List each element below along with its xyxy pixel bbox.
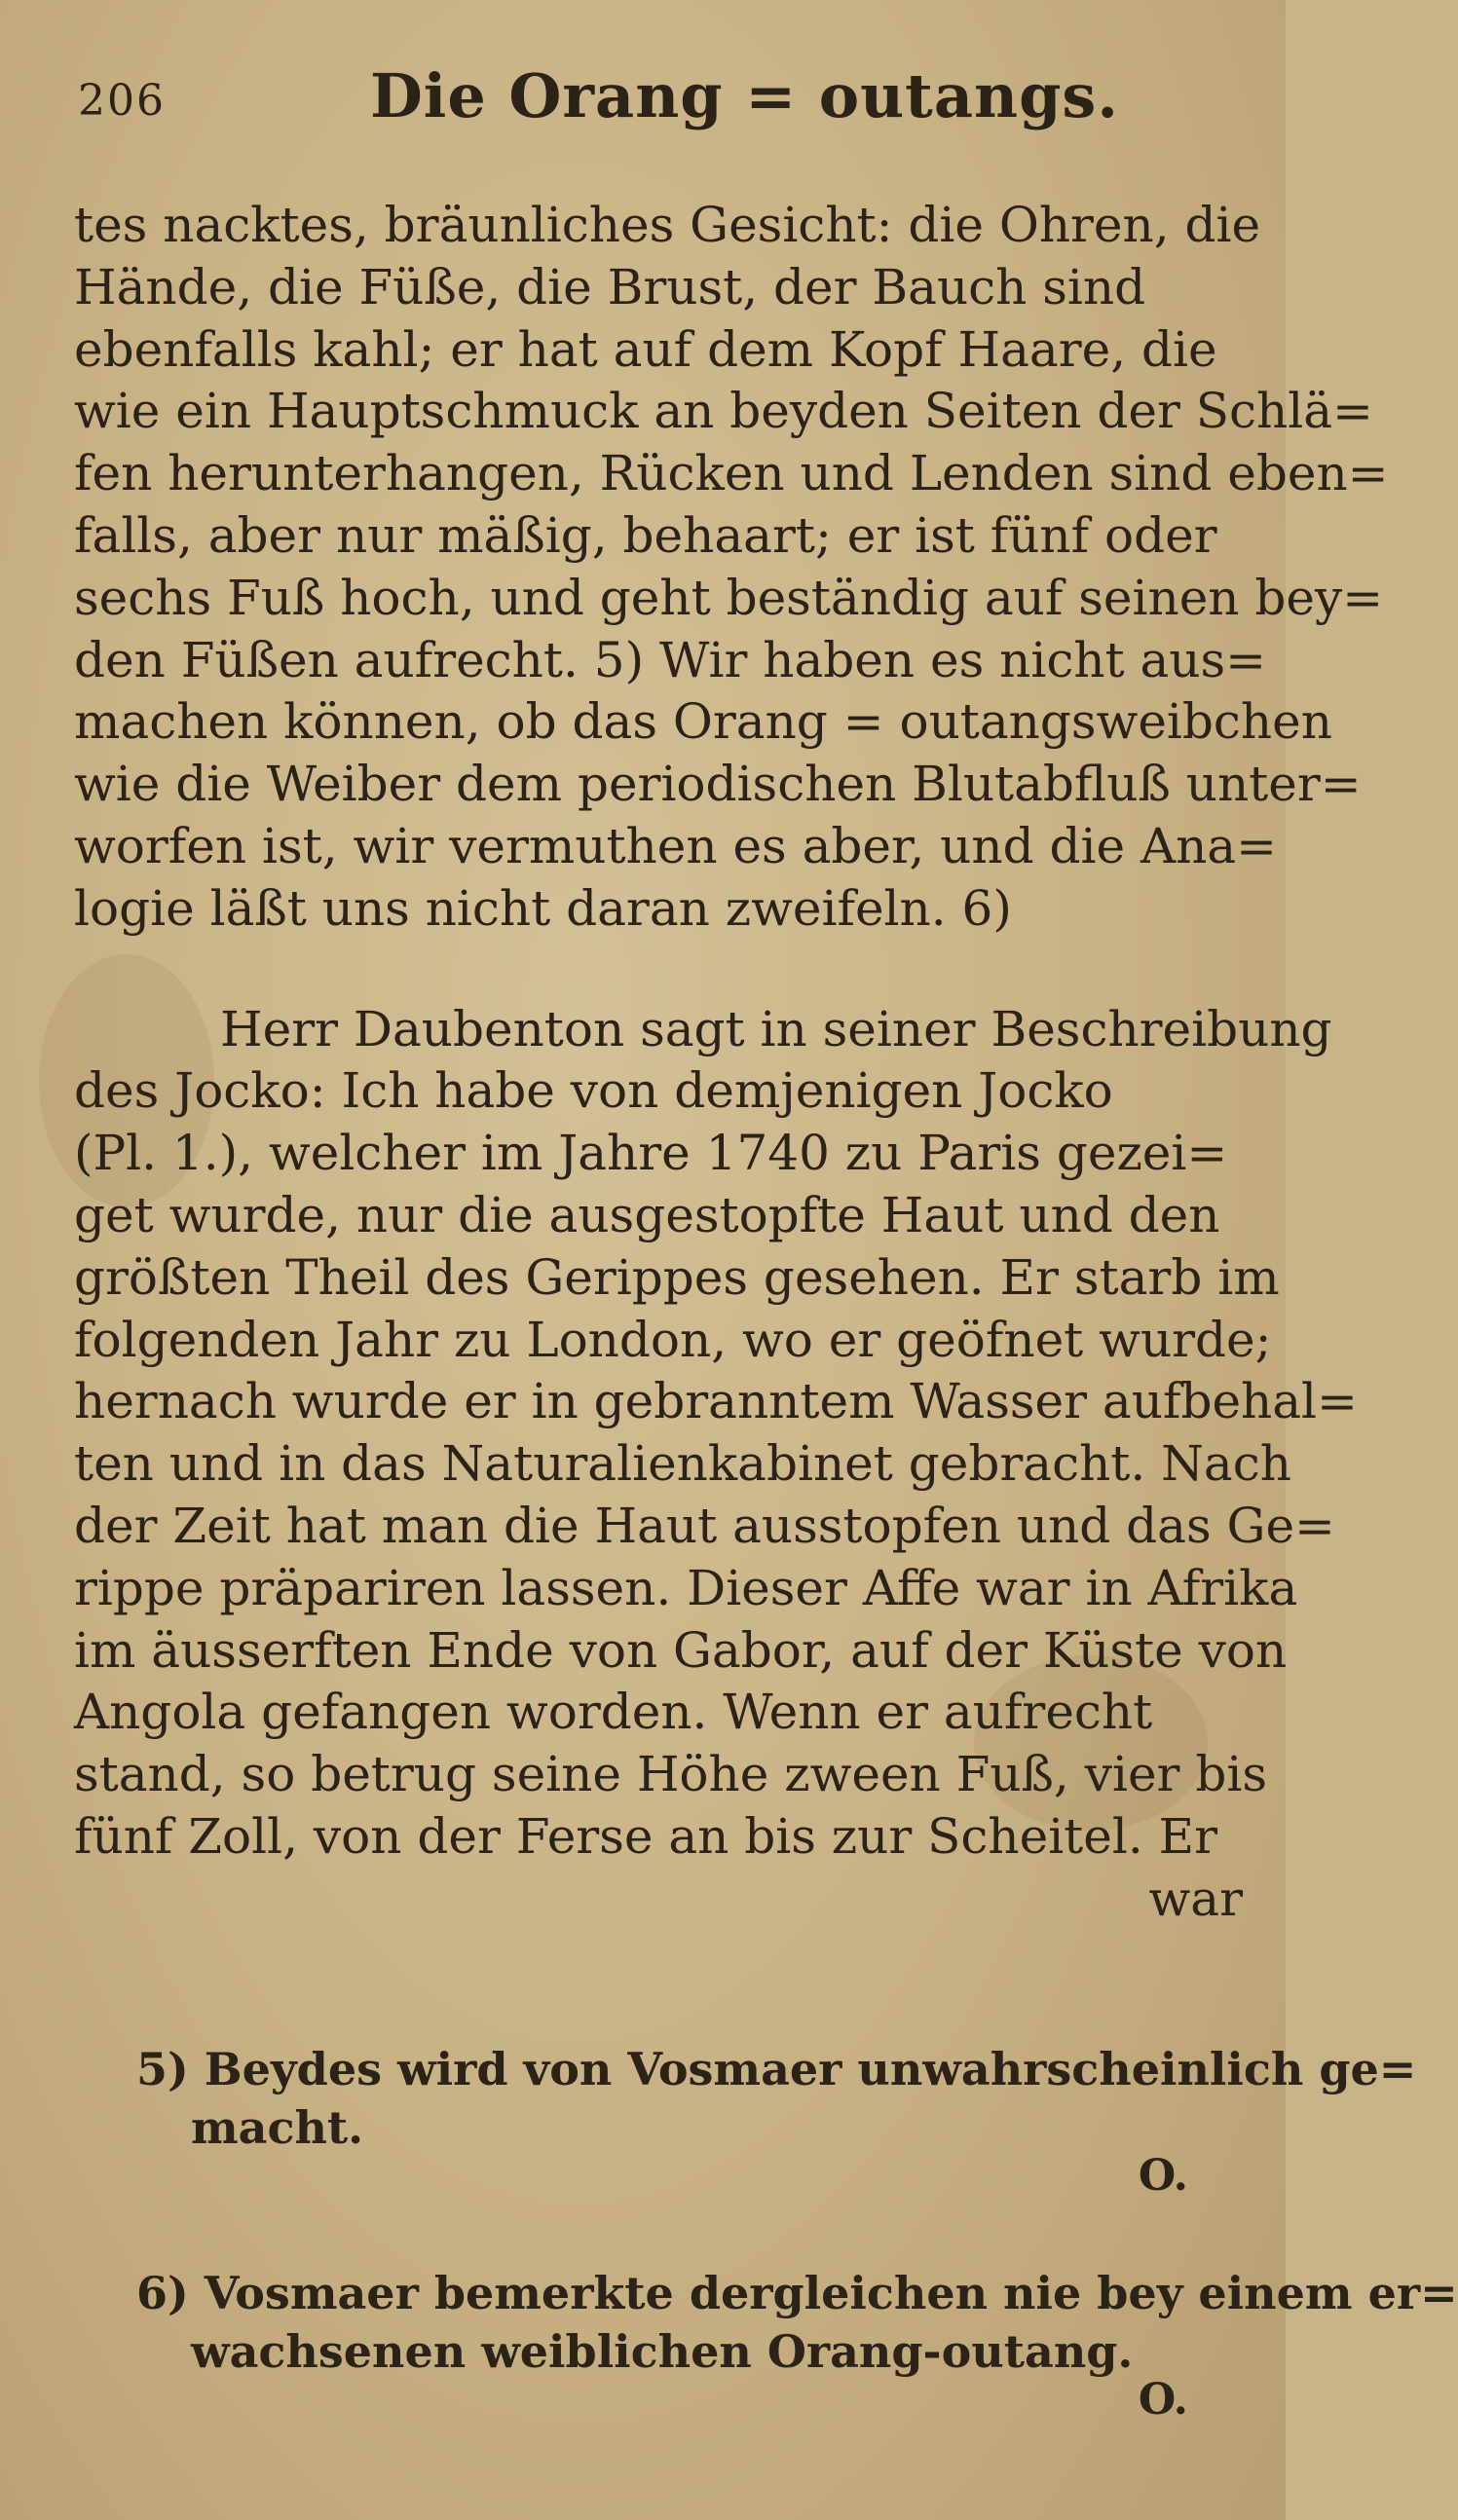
catchword: war xyxy=(1148,1870,1243,1927)
text-line: den Füßen aufrecht. 5) Wir haben es nicht aus= xyxy=(74,631,1267,688)
paragraph-1 xyxy=(74,195,1389,941)
footnote-line: 5) Beydes wird von Vosmaer unwahrscheinlich ge= xyxy=(136,2043,1417,2095)
text-line: ebenfalls kahl; er hat auf dem Kopf Haare, die xyxy=(74,320,1217,378)
text-line: des Jocko: Ich habe von demjenigen Jocko xyxy=(74,1062,1113,1120)
footnote-signature: O. xyxy=(1138,2151,1188,2201)
main-text xyxy=(74,195,1389,1931)
text-line: logie läßt uns nicht daran zweifeln. 6) xyxy=(74,879,1012,937)
text-line: folgenden Jahr zu London, wo er geöfnet wurde; xyxy=(74,1311,1272,1368)
page-header xyxy=(78,60,1227,148)
text-line: im äusserften Ende von Gabor, auf der Küste von xyxy=(74,1621,1288,1679)
text-line: ten und in das Naturalienkabinet gebracht. Nach xyxy=(74,1435,1291,1493)
text-line: tes nacktes, bräunliches Gesicht: die Ohren, die xyxy=(74,197,1261,253)
text-line: Hände, die Füße, die Brust, der Bauch sind xyxy=(74,258,1146,315)
footnote-line: macht. xyxy=(191,2101,364,2154)
running-title: Die Orang = outangs. xyxy=(370,60,1119,131)
text-line: Herr Daubenton sagt in seiner Beschreibung xyxy=(220,1000,1332,1057)
text-line: Angola gefangen worden. Wenn er aufrecht xyxy=(74,1684,1153,1741)
footnote-line: wachsenen weiblichen Orang-outang. xyxy=(191,2325,1134,2378)
footnote-line: 6) Vosmaer bemerkte dergleichen nie bey einem er= xyxy=(136,2267,1458,2319)
text-line: get wurde, nur die ausgestopfte Haut und den xyxy=(74,1186,1220,1243)
text-line: worfen ist, wir vermuthen es aber, und die Ana= xyxy=(74,817,1277,874)
footnote-6 xyxy=(136,2264,1458,2425)
footnote-signature: O. xyxy=(1138,2375,1188,2425)
text-line: (Pl. 1.), welcher im Jahre 1740 zu Paris gezei= xyxy=(74,1125,1228,1182)
page-number: 206 xyxy=(78,76,166,126)
text-line: rippe präpariren lassen. Dieser Affe war in Afrika xyxy=(74,1559,1298,1616)
text-line: größten Theil des Gerippes gesehen. Er starb im xyxy=(74,1248,1280,1306)
paragraph-gap xyxy=(74,941,1243,999)
text-line: wie ein Hauptschmuck an beyden Seiten der Schlä= xyxy=(74,383,1373,440)
text-line: machen können, ob das Orang = outangsweibchen xyxy=(74,693,1332,751)
text-line: falls, aber nur mäßig, behaart; er ist fünf oder xyxy=(74,506,1217,564)
text-line: fen herunterhangen, Rücken und Lenden sind eben= xyxy=(74,445,1389,502)
footnotes xyxy=(136,2040,1458,2431)
text-line: sechs Fuß hoch, und geht beständig auf seinen bey= xyxy=(74,569,1384,626)
text-line: der Zeit hat man die Haut ausstopfen und das Ge= xyxy=(74,1497,1335,1554)
paragraph-2 xyxy=(74,999,1358,1931)
text-line: hernach wurde er in gebranntem Wasser aufbehal= xyxy=(74,1373,1358,1430)
text-line: fünf Zoll, von der Ferse an bis zur Scheitel. Er xyxy=(74,1807,1218,1865)
text-line: stand, so betrug seine Höhe zween Fuß, vier bis xyxy=(74,1746,1267,1803)
footnote-5 xyxy=(136,2040,1417,2201)
text-line: wie die Weiber dem periodischen Blutabfluß unter= xyxy=(74,756,1362,813)
